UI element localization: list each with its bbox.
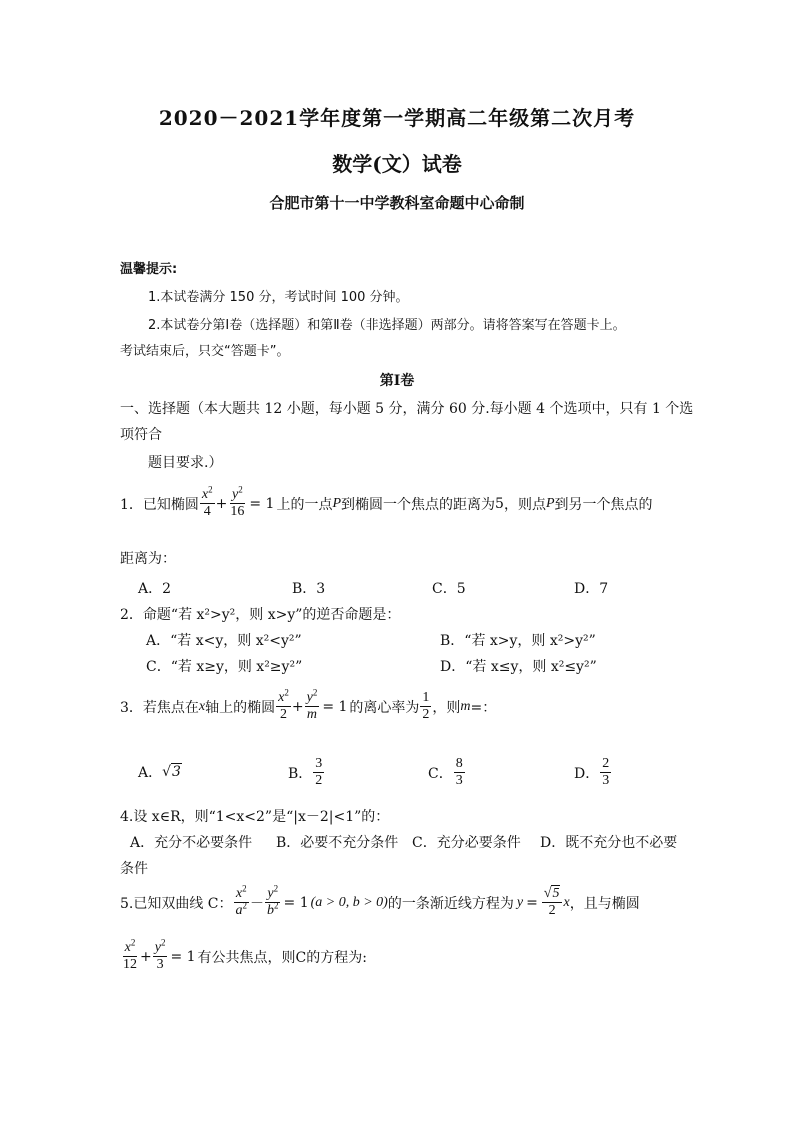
- notice-line-3: 考试结束后，只交“答题卡”。: [120, 344, 290, 359]
- q5-hyperbola-x: $\frac{x^2}{a^2}$: [235, 883, 248, 919]
- q3-fraction-x: $\frac{x^2}{2}$: [278, 687, 289, 723]
- q1-option-b[interactable]: B．3: [292, 581, 326, 597]
- question-3-stem: 3．若焦点在 x 轴上的椭圆 $\frac{x^2}{2}$ + $\frac{y^2}{m}$ = 1 的离心率为 $\frac{1}{2}$ ，则 m =：: [120, 687, 497, 723]
- section-instruction-line-3: 题目要求.）: [148, 455, 223, 471]
- q1-option-a[interactable]: A．2: [138, 581, 172, 597]
- q4-option-c[interactable]: C．充分必要条件: [412, 835, 521, 851]
- question-2-stem: 2．命题“若 x²>y²，则 x>y”的逆否命题是：: [120, 607, 401, 623]
- q4-option-a[interactable]: A．充分不必要条件: [130, 835, 253, 851]
- exam-title: 2020－2021学年度第一学期高二年级第二次月考: [158, 106, 636, 130]
- q2-option-d[interactable]: D．“若 x≤y，则 x²≤y²”: [440, 659, 597, 675]
- exam-organization: 合肥市第十一中学教科室命题中心命制: [269, 194, 525, 212]
- q3-option-c[interactable]: C． $\frac{8}{3}$: [428, 756, 463, 789]
- question-5-stem: 5.已知双曲线 C： $\frac{x^2}{a^2}$ － $\frac{y^2}{b^2}$ = 1 (a > 0, b > 0) 的一条渐近线方程为 y = $\frac{√5}{2}$ x ，且与椭圆: [120, 883, 640, 919]
- q4-option-d-wrap: 条件: [120, 861, 148, 877]
- q3-option-b[interactable]: B． $\frac{3}{2}$: [288, 756, 323, 789]
- q4-option-d[interactable]: D．既不充分也不必要: [540, 835, 678, 851]
- question-4-stem: 4.设 x∈R，则“1<x<2”是“|x－2|<1”的：: [120, 809, 390, 825]
- section-instruction-line-1: 一、选择题（本大题共 12 小题，每小题 5 分，满分 60 分.每小题 4 个选项中，只有 1 个选: [120, 401, 694, 417]
- notice-heading: 温馨提示:: [120, 262, 178, 277]
- q5-hyperbola-y: $\frac{y^2}{b^2}$: [267, 883, 279, 919]
- q5-asymptote-slope: $\frac{√5}{2}$: [542, 886, 563, 919]
- q5-ellipse-y: $\frac{y^2}{3}$: [154, 937, 166, 973]
- question-1-stem-wrap: 距离为：: [120, 551, 176, 567]
- q1-option-d[interactable]: D．7: [574, 581, 609, 597]
- notice-line-1: 1.本试卷满分 150 分，考试时间 100 分钟。: [148, 290, 409, 305]
- sqrt-symbol: √3: [162, 764, 181, 780]
- q1-option-c[interactable]: C．5: [432, 581, 466, 597]
- q2-option-b[interactable]: B．“若 x>y，则 x²>y²”: [440, 633, 596, 649]
- q1-fraction-y: $\frac{y^2}{16}$: [230, 484, 245, 520]
- q2-option-c[interactable]: C．“若 x≥y，则 x²≥y²”: [146, 659, 303, 675]
- q1-fraction-x: $\frac{x^2}{4}$: [201, 484, 213, 520]
- q3-eccentricity: $\frac{1}{2}$: [422, 690, 430, 723]
- exam-subtitle: 数学(文）试卷: [332, 152, 462, 176]
- q3-option-a[interactable]: A． √3: [138, 764, 181, 781]
- question-1-stem: 1．已知椭圆 $\frac{x^2}{4}$ + $\frac{y^2}{16}$ = 1 上的一点 P 到椭圆一个焦点的距离为 5 ，则点 P 到另一个焦点的: [120, 484, 653, 520]
- section-instruction-line-2: 项符合: [120, 427, 162, 443]
- part-one-heading: 第Ⅰ卷: [379, 373, 415, 389]
- question-5-stem-wrap: $\frac{x^2}{12}$ + $\frac{y^2}{3}$ = 1 有公共焦点，则C的方程为:: [123, 937, 367, 973]
- notice-line-2: 2.本试卷分第Ⅰ卷（选择题）和第Ⅱ卷（非选择题）两部分。请将答案写在答题卡上。: [148, 318, 626, 333]
- q3-fraction-y: $\frac{y^2}{m}$: [306, 687, 318, 723]
- q5-ellipse-x: $\frac{x^2}{12}$: [123, 937, 137, 973]
- q2-option-a[interactable]: A．“若 x<y，则 x²<y²”: [146, 633, 302, 649]
- q3-option-d[interactable]: D． $\frac{2}{3}$: [574, 756, 610, 789]
- q4-option-b[interactable]: B．必要不充分条件: [276, 835, 399, 851]
